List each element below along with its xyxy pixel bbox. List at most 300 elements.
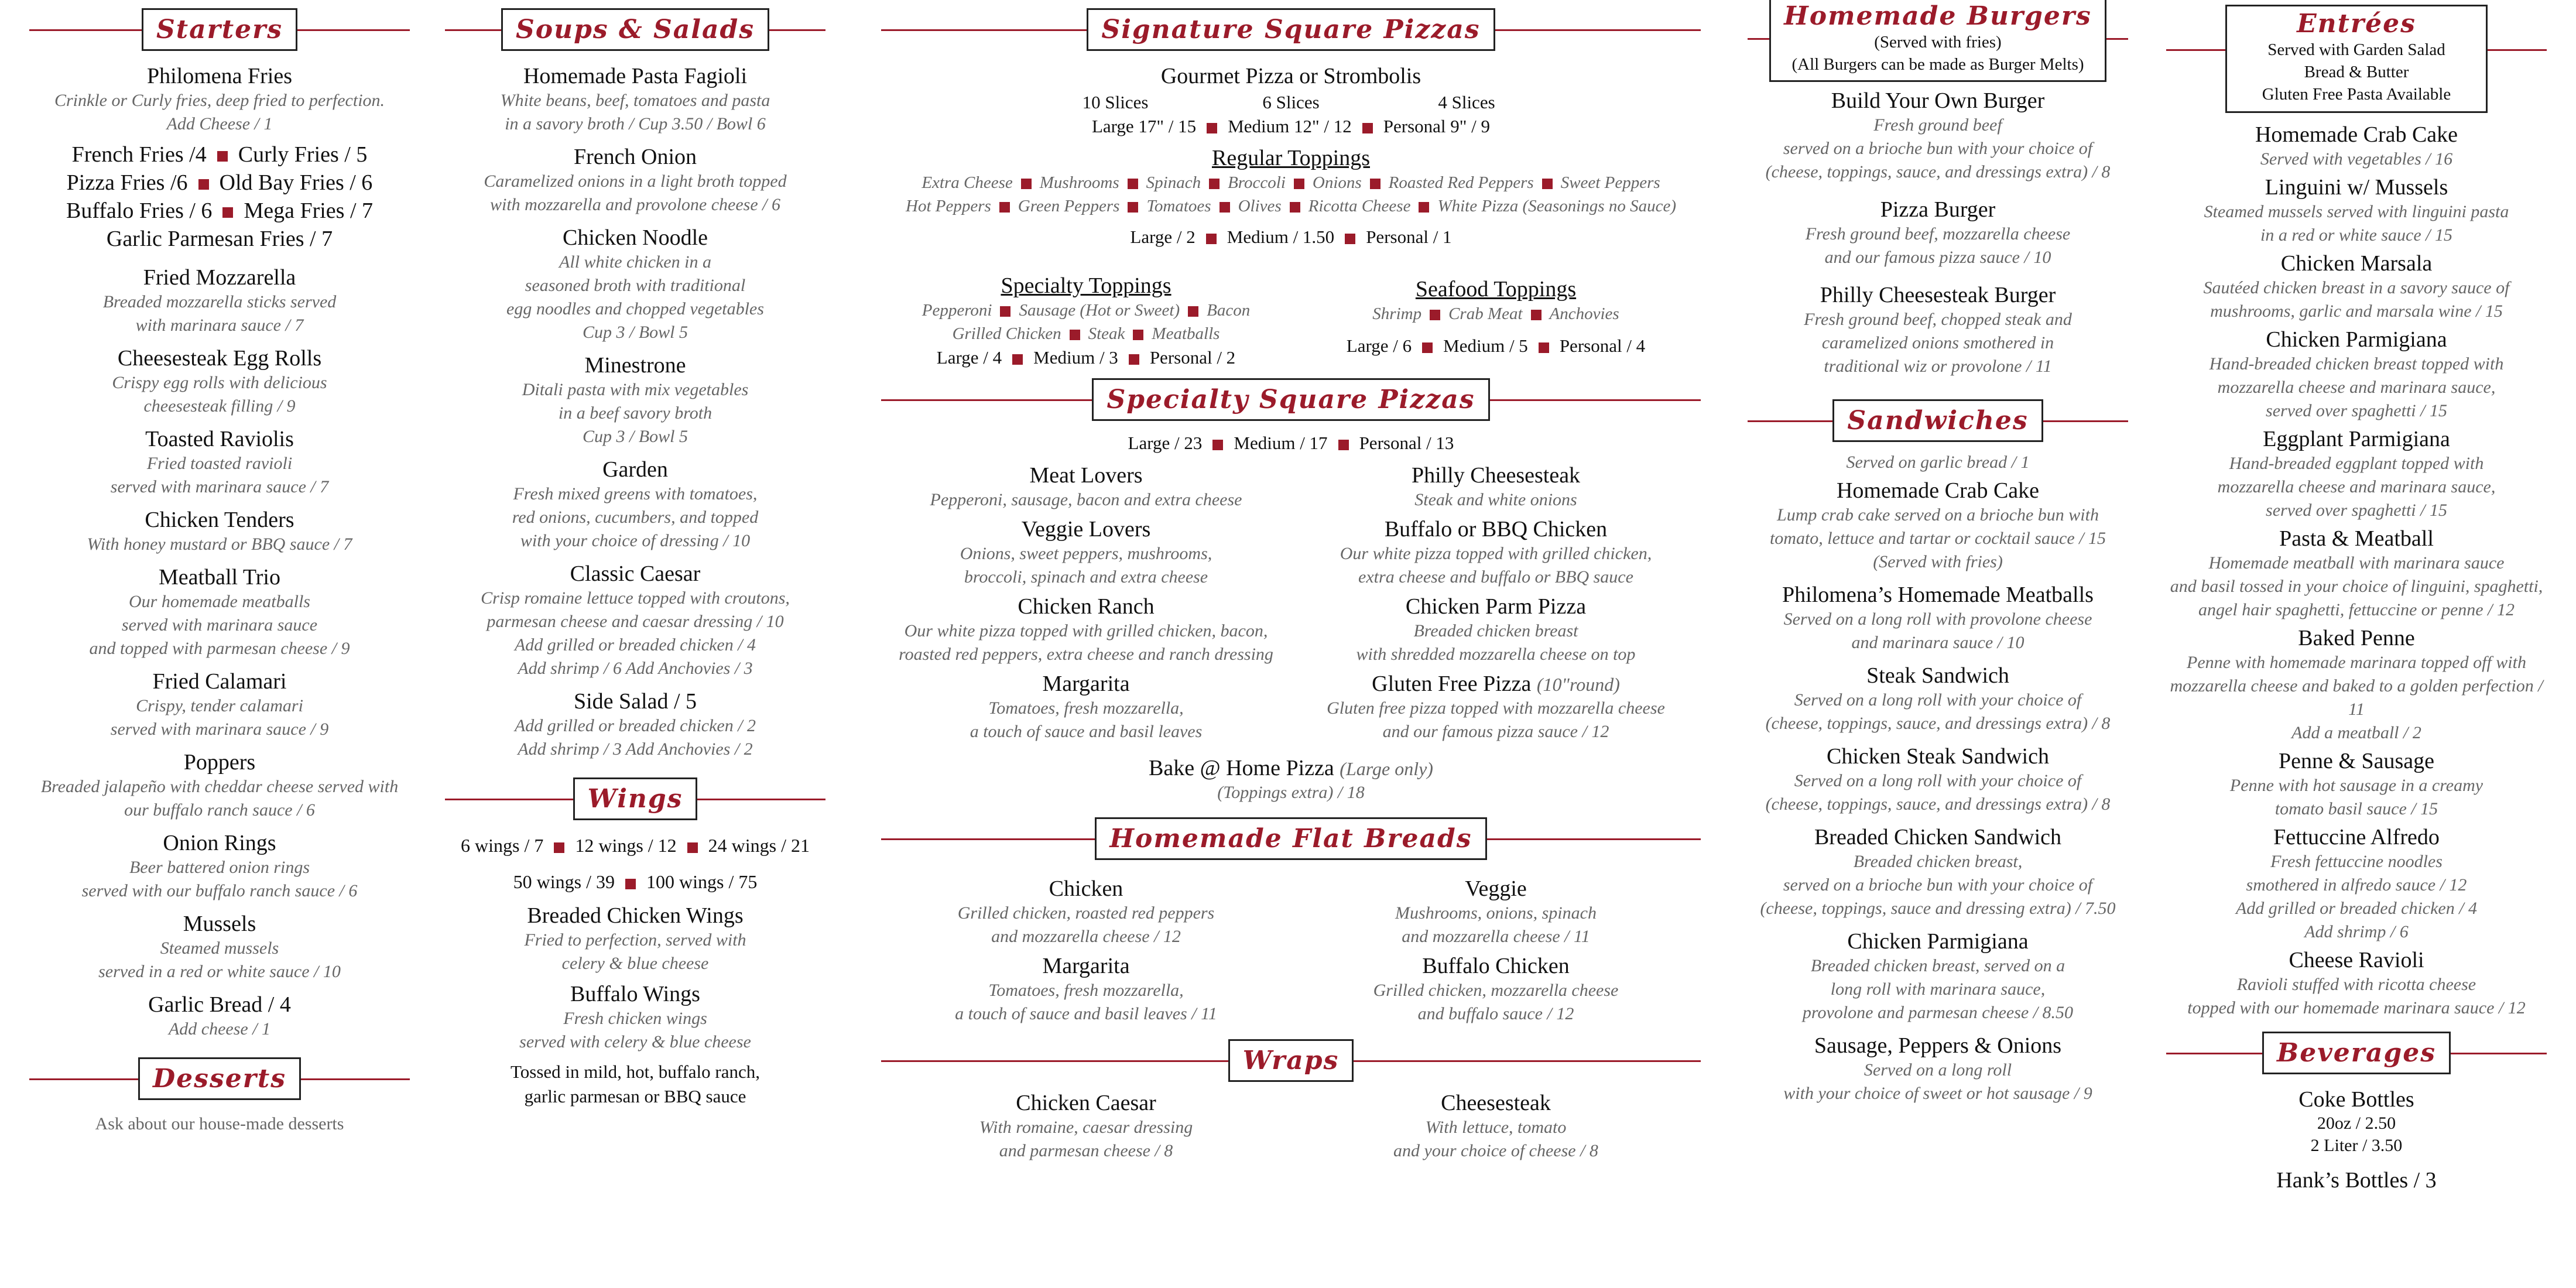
section-header-specialty	[881, 370, 1701, 429]
menu-item	[1291, 671, 1701, 744]
menu-item	[1748, 1033, 2128, 1105]
item-name	[1748, 663, 2128, 688]
item-name	[1748, 824, 2128, 850]
item-desc: Penne with hot sausage in a creamy tomato basil sauce / 15	[2229, 776, 2483, 818]
item-name	[2166, 327, 2547, 352]
item-desc: Steamed mussels served with linguini pasta in a red or white sauce / 15	[2204, 202, 2509, 245]
entrees-column	[2166, 0, 2547, 1288]
item-name-text: Meat Lovers	[1029, 463, 1143, 488]
bullet-square	[1338, 440, 1349, 450]
section-title: Wraps	[1242, 1045, 1340, 1075]
header-box	[1769, 0, 2106, 82]
item-name	[1748, 1033, 2128, 1059]
menu-item	[1291, 953, 1701, 1026]
item-desc: Served on a long roll with provolone cheese and marinara sauce / 10	[1783, 609, 2092, 652]
menu-item	[2166, 748, 2547, 821]
item-name-text: Eggplant Parmigiana	[2263, 427, 2450, 451]
item-desc: Crisp romaine lettuce topped with croutons, parmesan cheese and caesar dressing / 10 Add grilled or breaded chicken / 4 Add shrimp / 6 Add Anchovies / 3	[481, 588, 790, 678]
bullet-square	[1345, 234, 1355, 244]
wings-price: 50 wings / 39	[513, 871, 615, 892]
item-name	[2166, 174, 2547, 200]
item-name-text: Cheesesteak Egg Rolls	[117, 346, 322, 371]
item-name: Philomena Fries	[146, 64, 293, 88]
menu-item	[29, 564, 410, 660]
item-desc: Fresh chicken wings served with celery & blue cheese	[519, 1009, 751, 1051]
topping-price: Medium / 3	[1033, 347, 1118, 368]
item-desc: Crispy, tender calamari served with marinara sauce / 9	[110, 696, 329, 739]
menu-item	[1291, 516, 1701, 589]
item-name-text: Classic Caesar	[570, 561, 701, 586]
bullet-square	[999, 202, 1010, 213]
item-desc: (Toppings extra) / 18	[1217, 783, 1365, 802]
item-desc: Crinkle or Curly fries, deep fried to perfection.	[54, 91, 385, 110]
section-subtitle: Served with Garden Salad	[2267, 40, 2445, 59]
item-name-text: Side Salad / 5	[573, 689, 697, 714]
fries-item: French Fries /4	[71, 142, 207, 167]
seafood-toppings-title: Seafood Toppings	[1415, 277, 1577, 302]
menu-item	[2166, 526, 2547, 622]
item-name	[1291, 516, 1701, 542]
topping-item: Anchovies	[1549, 304, 1619, 323]
item-name	[1748, 744, 2128, 769]
menu-item	[881, 1090, 1291, 1163]
bake-extra: (Large only)	[1340, 758, 1433, 779]
header-box	[2262, 1032, 2451, 1074]
coke-price: 2 Liter / 3.50	[2310, 1136, 2403, 1155]
item-name	[2166, 947, 2547, 973]
item-name-text: Linguini w/ Mussels	[2265, 175, 2448, 200]
pizza-column	[881, 0, 1701, 1288]
item-desc: Caramelized onions in a light broth topped with mozzarella and provolone cheese / 6	[484, 172, 787, 214]
topping-item: Olives	[1238, 197, 1282, 215]
item-desc: Fresh fettuccine noodles smothered in alfredo sauce / 12 Add grilled or breaded chicken / 4 Add shrimp / 6	[2235, 852, 2478, 941]
wings-price: 100 wings / 75	[646, 871, 758, 892]
menu-item	[2166, 327, 2547, 423]
bullet-square	[1188, 306, 1198, 317]
specialty-toppings-prices	[881, 345, 1291, 370]
section-header-sandwiches	[1748, 391, 2128, 450]
menu-item	[29, 265, 410, 337]
bullet-square	[1362, 123, 1373, 133]
topping-item: Sweet Peppers	[1560, 173, 1660, 192]
item-name	[1291, 594, 1701, 619]
topping-price: Medium / 1.50	[1227, 227, 1335, 247]
item-desc: Onions, sweet peppers, mushrooms, broccoli, spinach and extra cheese	[960, 544, 1212, 587]
size-price: Personal 9" / 9	[1383, 116, 1491, 136]
desserts-text: Ask about our house-made desserts	[95, 1114, 344, 1133]
bullet-square	[1422, 342, 1433, 353]
soups-column	[445, 0, 825, 1288]
item-name-text: Buffalo Wings	[570, 982, 700, 1006]
section-title: Starters	[156, 14, 283, 44]
item-name-text: Chicken Marsala	[2280, 251, 2433, 276]
item-name	[881, 953, 1291, 979]
topping-item: Steak	[1088, 324, 1125, 343]
burgers-column	[1748, 0, 2128, 1288]
item-desc: Steamed mussels served in a red or white sauce / 10	[98, 938, 341, 981]
item-desc: Mushrooms, onions, spinach and mozzarella cheese / 11	[1395, 903, 1597, 946]
specialty-right	[1291, 459, 1701, 748]
topping-item: Sausage (Hot or Sweet)	[1019, 301, 1180, 320]
slices-label: 10 Slices	[1082, 92, 1149, 112]
topping-price: Personal / 4	[1559, 335, 1646, 356]
header-box	[1228, 1039, 1354, 1082]
bullet-square	[1542, 179, 1553, 189]
section-title: Wings	[587, 783, 683, 814]
bullet-square	[1128, 179, 1138, 189]
item-name	[29, 992, 410, 1018]
topping-price: Large / 4	[936, 347, 1002, 368]
burgers-list	[1748, 88, 2128, 378]
menu-item	[1748, 929, 2128, 1025]
header-box	[1092, 378, 1489, 421]
item-name	[445, 352, 825, 378]
item-name	[1748, 282, 2128, 308]
item-name	[2166, 625, 2547, 651]
topping-item: Hot Peppers	[906, 197, 991, 215]
specialty-toppings-title: Specialty Toppings	[1001, 273, 1171, 298]
item-desc: Fresh ground beef, mozzarella cheese and our famous pizza sauce / 10	[1805, 224, 2071, 267]
item-extra: Add Cheese / 1	[166, 114, 273, 133]
fries-list	[29, 141, 410, 253]
item-name	[1291, 876, 1701, 902]
topping-item: Crab Meat	[1448, 304, 1523, 323]
item-name-text: Margarita	[1042, 954, 1130, 978]
bake-name: Bake @ Home Pizza	[1149, 756, 1334, 780]
item-name	[29, 426, 410, 452]
topping-item: Pepperoni	[922, 301, 992, 320]
menu-item	[2166, 824, 2547, 944]
flatbreads-right	[1291, 872, 1701, 1030]
item-name-text: Fettuccine Alfredo	[2273, 825, 2440, 849]
menu-item	[445, 903, 825, 975]
menu-item	[445, 688, 825, 761]
topping-item: Bacon	[1207, 301, 1251, 320]
item-name-text: Chicken Ranch	[1018, 594, 1155, 619]
bullet-square	[1294, 179, 1304, 189]
item-desc: Hand-breaded eggplant topped with mozzarella cheese and marinara sauce, served over spaghetti / 15	[2217, 454, 2496, 520]
bullet-square	[625, 879, 636, 889]
topping-item: Broccoli	[1228, 173, 1286, 192]
item-name-text: Chicken Parmigiana	[1847, 929, 2029, 954]
item-name	[29, 830, 410, 856]
item-name	[2166, 526, 2547, 551]
section-header-starters	[29, 0, 410, 59]
item-name: Cheesesteak	[1441, 1091, 1551, 1115]
header-box	[1832, 399, 2043, 442]
wings-price: 12 wings / 12	[575, 835, 677, 856]
item-name-text: Gluten Free Pizza	[1372, 672, 1532, 696]
menu-item	[445, 63, 825, 136]
menu-item	[1291, 1090, 1701, 1163]
section-title: Specialty Square Pizzas	[1107, 384, 1475, 415]
bullet-square	[1220, 202, 1230, 213]
menu-item	[1748, 744, 2128, 816]
item-desc: Gluten free pizza topped with mozzarella cheese and our famous pizza sauce / 12	[1327, 698, 1665, 741]
item-name	[2166, 122, 2547, 148]
item-desc: Fried toasted ravioli served with marinara sauce / 7	[110, 454, 329, 496]
item-desc: Served on a long roll with your choice of sweet or hot sausage / 9	[1783, 1060, 2092, 1103]
regular-toppings-title: Regular Toppings	[1211, 146, 1370, 170]
header-box	[501, 8, 769, 51]
item-name	[29, 669, 410, 694]
section-subtitle: (Served with fries)	[1874, 32, 2002, 52]
item-name-text: Pasta & Meatball	[2279, 526, 2434, 551]
menu-item	[29, 830, 410, 903]
item-name	[1291, 953, 1701, 979]
topping-price: Large / 6	[1346, 335, 1412, 356]
item-name-text: Build Your Own Burger	[1831, 88, 2045, 113]
item-name-text: Chicken Parmigiana	[2266, 327, 2447, 352]
menu-item	[1291, 463, 1701, 512]
item-name	[29, 265, 410, 290]
signature-subtitle: Gourmet Pizza or Strombolis	[1160, 64, 1421, 88]
bullet-square	[1207, 123, 1217, 133]
item-name	[881, 594, 1291, 619]
item-name-text: Toasted Raviolis	[145, 427, 294, 451]
section-header-burgers	[1748, 0, 2128, 76]
item-name-text: Fried Mozzarella	[143, 265, 296, 290]
item-desc: Breaded chicken breast, served on a brioche bun with your choice of (cheese, toppings, sauce and dressing extra) / 7.50	[1760, 852, 2116, 918]
flatbreads-left	[881, 872, 1291, 1030]
item-name-text: Penne & Sausage	[2279, 749, 2434, 773]
item-desc: All white chicken in a seasoned broth with traditional egg noodles and chopped vegetables Cup 3 / Bowl 5	[506, 252, 764, 342]
seafood-toppings-row	[1291, 302, 1701, 326]
item-name	[29, 345, 410, 371]
topping-item: Green Peppers	[1018, 197, 1120, 215]
item-name-text: Steak Sandwich	[1866, 663, 2009, 688]
section-title: Signature Square Pizzas	[1101, 14, 1481, 44]
menu-item	[2166, 625, 2547, 745]
menu-item	[881, 516, 1291, 589]
flatbreads	[881, 872, 1701, 1030]
item-name-text: Buffalo Chicken	[1422, 954, 1570, 978]
item-name: Chicken Caesar	[1016, 1091, 1156, 1115]
specialty-pizzas	[881, 459, 1701, 748]
section-header-flatbreads	[881, 809, 1701, 868]
item-name-text: Chicken Tenders	[145, 508, 294, 532]
regular-toppings-row	[881, 171, 1701, 194]
fries-row	[29, 169, 410, 197]
item-desc: Penne with homemade marinara topped off with mozzarella cheese and baked to a golden perfection / 11 Add a meatball / 2	[2170, 653, 2543, 742]
section-header-desserts	[29, 1049, 410, 1108]
item-name	[29, 564, 410, 590]
item-name-text: Garden	[602, 457, 668, 482]
item-name-text: Garlic Bread / 4	[148, 992, 291, 1017]
menu-item	[445, 457, 825, 553]
section-header-soups	[445, 0, 825, 59]
regular-toppings-prices	[881, 225, 1701, 249]
bullet-square	[1012, 354, 1023, 365]
fries-item: Curly Fries / 5	[238, 142, 368, 167]
item-name	[1748, 478, 2128, 503]
menu-item	[1748, 197, 2128, 269]
menu-item	[1748, 88, 2128, 184]
item-desc: Beer battered onion rings served with our buffalo ranch sauce / 6	[81, 858, 358, 900]
item-name-text: Breaded Chicken Sandwich	[1814, 825, 2062, 849]
menu-item	[2166, 251, 2547, 323]
sandwiches-note: Served on garlic bread / 1	[1846, 453, 2030, 472]
section-title: Entrées	[2297, 8, 2416, 39]
bullet-square	[1209, 179, 1220, 189]
item-name-text: Chicken	[1049, 876, 1123, 901]
bullet-square	[1070, 330, 1080, 340]
header-box	[1087, 8, 1495, 51]
section-title: Beverages	[2277, 1037, 2436, 1068]
item-desc: Ravioli stuffed with ricotta cheese topped with our homemade marinara sauce / 12	[2187, 975, 2526, 1018]
menu-item	[1748, 582, 2128, 655]
coke-title: Coke Bottles	[2298, 1087, 2414, 1112]
item-desc: Crispy egg rolls with delicious cheesesteak filling / 9	[112, 373, 327, 416]
menu-item	[445, 225, 825, 344]
wings-prices	[445, 833, 825, 858]
item-desc: Add cheese / 1	[168, 1019, 271, 1039]
topping-item: Onions	[1312, 173, 1362, 192]
menu-item	[29, 345, 410, 418]
specialty-left	[881, 459, 1291, 748]
entrees-list	[2166, 122, 2547, 1020]
item-desc: Our homemade meatballs served with marinara sauce and topped with parmesan cheese / 9	[89, 592, 350, 658]
item-desc: Fried to perfection, served with celery & blue cheese	[524, 930, 746, 973]
section-title: Desserts	[153, 1063, 286, 1094]
seafood-toppings	[1291, 273, 1701, 370]
topping-item: Extra Cheese	[922, 173, 1013, 192]
item-desc: Add grilled or breaded chicken / 2 Add shrimp / 3 Add Anchovies / 2	[514, 716, 756, 759]
item-name-text: Veggie	[1465, 876, 1527, 901]
topping-item: Grilled Chicken	[952, 324, 1061, 343]
item-name	[445, 903, 825, 929]
bullet-square	[222, 207, 233, 218]
menu-item	[2166, 174, 2547, 247]
item-name	[29, 749, 410, 775]
item-desc: Served on a long roll with your choice of (cheese, toppings, sauce, and dressings extra) / 8	[1765, 771, 2111, 814]
item-name	[29, 911, 410, 937]
fries-item: Old Bay Fries / 6	[219, 170, 373, 195]
item-name	[881, 463, 1291, 488]
section-title: Homemade Burgers	[1784, 1, 2092, 31]
item-name	[1748, 88, 2128, 114]
item-name-text: Meatball Trio	[159, 565, 280, 590]
item-desc: Steak and white onions	[1414, 490, 1577, 509]
item-name	[1748, 582, 2128, 608]
item-name	[881, 755, 1701, 781]
item-name-text: French Onion	[573, 145, 697, 169]
topping-price: Personal / 2	[1149, 347, 1236, 368]
item-desc: Lump crab cake served on a brioche bun with tomato, lettuce and tartar or cocktail sauce / 15 (Served with fries)	[1769, 505, 2106, 571]
section-header-wraps	[881, 1034, 1701, 1087]
item-desc: Fresh mixed greens with tomatoes, red onions, cucumbers, and topped with your choice of dressing / 10	[512, 484, 759, 550]
item-name	[445, 144, 825, 170]
slices-row	[881, 91, 1701, 114]
item-name-text: Chicken Parm Pizza	[1405, 594, 1587, 619]
item-name-text: Homemade Crab Cake	[1836, 478, 2040, 503]
topping-item: Tomatoes	[1146, 197, 1211, 215]
sandwiches-list	[1748, 478, 2128, 1105]
toppings-row	[881, 273, 1701, 370]
topping-item: Meatballs	[1152, 324, 1220, 343]
bullet-square	[1129, 354, 1139, 365]
slices-label: 6 Slices	[1262, 92, 1320, 112]
bullet-square	[1430, 310, 1440, 320]
topping-item: Mushrooms	[1039, 173, 1119, 192]
wings-price: 24 wings / 21	[708, 835, 810, 856]
topping-item: Shrimp	[1372, 304, 1422, 323]
regular-toppings-row	[881, 194, 1701, 218]
item-desc: Served with vegetables / 16	[2260, 149, 2453, 169]
menu-item	[29, 63, 410, 136]
wings-price: 6 wings / 7	[460, 835, 544, 856]
item-name	[29, 507, 410, 533]
starters-list	[29, 265, 410, 1041]
bullet-square	[1000, 306, 1010, 317]
menu-item	[2166, 947, 2547, 1020]
item-name	[445, 688, 825, 714]
item-name	[2166, 426, 2547, 452]
item-name-text: Onion Rings	[163, 831, 276, 855]
menu-item	[1291, 876, 1701, 948]
header-box	[142, 8, 297, 51]
item-desc: Fresh ground beef, chopped steak and caramelized onions smothered in traditional wiz or provolone / 11	[1804, 310, 2072, 376]
item-name-text: Baked Penne	[2298, 626, 2415, 650]
item-name-text: Pizza Burger	[1880, 197, 1996, 222]
fries-row	[29, 225, 410, 253]
bullet-square	[1021, 179, 1032, 189]
menu-item	[881, 594, 1291, 666]
signature-sizes	[881, 114, 1701, 139]
header-box	[2225, 5, 2488, 113]
item-name	[881, 876, 1291, 902]
fries-item: Mega Fries / 7	[244, 198, 374, 223]
item-desc: Served on a long roll with your choice of (cheese, toppings, sauce, and dressings extra) / 8	[1765, 690, 2111, 733]
section-subtitle: Bread & Butter	[2304, 62, 2409, 81]
bullet-square	[1128, 202, 1138, 213]
item-desc: Our white pizza topped with grilled chicken, extra cheese and buffalo or BBQ sauce	[1340, 544, 1652, 587]
item-name-text: Chicken Noodle	[562, 225, 708, 250]
specialty-toppings-row	[881, 299, 1291, 322]
item-name-text: Breaded Chicken Wings	[527, 903, 744, 928]
wings-list	[445, 903, 825, 1054]
bake-at-home	[881, 755, 1701, 804]
menu-item	[881, 953, 1291, 1026]
item-name-text: Fried Calamari	[152, 669, 287, 694]
item-desc: White beans, beef, tomatoes and pasta in a savory broth / Cup 3.50 / Bowl 6	[500, 91, 770, 133]
menu-item	[1748, 282, 2128, 378]
item-desc: With lettuce, tomato and your choice of cheese / 8	[1393, 1118, 1598, 1160]
fries-item: Buffalo Fries / 6	[66, 198, 213, 223]
menu-item	[29, 669, 410, 741]
specialty-toppings	[881, 273, 1291, 370]
header-box	[138, 1057, 301, 1100]
wings-prices	[445, 869, 825, 895]
item-desc: With romaine, caesar dressing and parmesan cheese / 8	[979, 1118, 1193, 1160]
menu-item	[1291, 594, 1701, 666]
seafood-toppings-prices	[1291, 334, 1701, 358]
item-desc: Grilled chicken, roasted red peppers and mozzarella cheese / 12	[957, 903, 1215, 946]
section-title: Homemade Flat Breads	[1109, 823, 1472, 854]
soups-list	[445, 63, 825, 761]
size-price: Large 17" / 15	[1091, 116, 1197, 136]
menu-item	[445, 352, 825, 448]
size-price: Large / 23	[1128, 433, 1203, 453]
topping-item: Spinach	[1146, 173, 1201, 192]
item-desc: Sautéed chicken breast in a savory sauce of mushrooms, garlic and marsala wine / 15	[2203, 278, 2510, 321]
item-name-text: Veggie Lovers	[1021, 517, 1151, 542]
section-header-entrees	[2166, 0, 2547, 117]
menu-item	[2166, 122, 2547, 171]
hanks-title: Hank’s Bottles / 3	[2276, 1168, 2437, 1193]
bullet-square	[1531, 310, 1542, 320]
wings-note: Tossed in mild, hot, buffalo ranch, garlic parmesan or BBQ sauce	[510, 1061, 761, 1107]
